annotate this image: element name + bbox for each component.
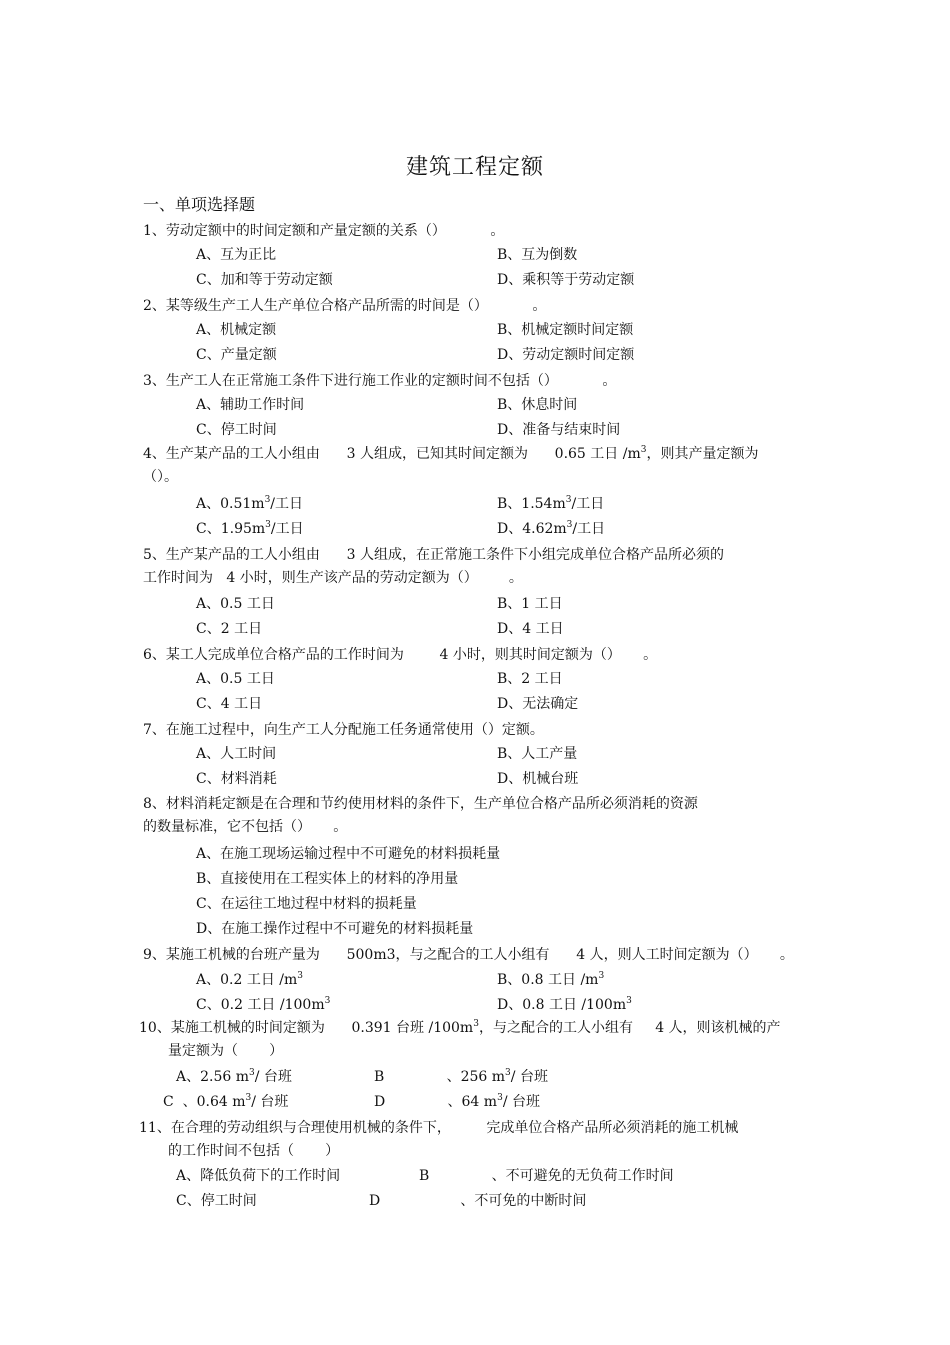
- question-7-option-b: B、人工产量: [497, 746, 578, 762]
- question-10-option-b: B 、256 $m^3/$ 台班: [374, 1068, 548, 1085]
- question-8-line-1: 8、材料消耗定额是在合理和节约使用材料的条件下，生产单位合格产品所必须消耗的资源: [143, 796, 698, 812]
- question-11-option-a: A、降低负荷下的工作时间: [176, 1168, 341, 1184]
- question-10-option-d: D 、64 $m^3/$ 台班: [374, 1093, 540, 1110]
- question-2-line-1: 2、某等级生产工人生产单位合格产品所需的时间是（） 。: [143, 298, 547, 314]
- question-8-line-2: 的数量标准，它不包括（） 。: [143, 819, 348, 835]
- question-5-line-2: 工作时间为 4 小时，则生产该产品的劳动定额为（） 。: [143, 570, 523, 586]
- question-5-option-c: C、2 工日: [196, 621, 263, 637]
- question-9-option-a: A、0.2 工日 $/m^3$: [196, 971, 304, 988]
- question-7-option-c: C、材料消耗: [196, 771, 277, 787]
- question-3-option-d: D、准备与结束时间: [497, 422, 621, 438]
- question-8-option-b: B、直接使用在工程实体上的材料的净用量: [196, 871, 459, 887]
- question-8-option-c: C、在运往工地过程中材料的损耗量: [196, 896, 417, 912]
- question-4-line-1: 4、生产某产品的工人小组由 3 人组成，已知其时间定额为 0.65 工日 $/m^3$，则其产量定额为: [143, 445, 759, 462]
- question-11-option-d: D 、不可免的中断时间: [369, 1193, 587, 1209]
- question-10-line-2: 量定额为（ ）: [168, 1043, 284, 1059]
- question-8-option-a: A、在施工现场运输过程中不可避免的材料损耗量: [196, 846, 501, 862]
- question-11-option-c: C、停工时间: [176, 1193, 257, 1209]
- question-7-option-d: D、机械台班: [497, 771, 579, 787]
- question-3-option-c: C、停工时间: [196, 422, 277, 438]
- question-3-option-b: B、休息时间: [497, 397, 578, 413]
- question-4-option-b: B、$1.54m^3/$工日: [497, 495, 605, 512]
- question-6-option-c: C、4 工日: [196, 696, 263, 712]
- question-9-option-b: B、0.8 工日 $/m^3$: [497, 971, 605, 988]
- question-6-line-1: 6、某工人完成单位合格产品的工作时间为 4 小时，则其时间定额为（） 。: [143, 647, 658, 663]
- question-1-line-1: 1、劳动定额中的时间定额和产量定额的关系（） 。: [143, 223, 505, 239]
- question-3-line-1: 3、生产工人在正常施工条件下进行施工作业的定额时间不包括（） 。: [143, 373, 617, 389]
- question-5-option-b: B、1 工日: [497, 596, 563, 612]
- question-4-line-2: （）。: [143, 469, 178, 485]
- question-10-line-1: 10、某施工机械的时间定额为 0.391 台班 $/100m^3$，与之配合的工人小组有 4 人，则该机械的产: [139, 1019, 781, 1036]
- question-2-option-d: D、劳动定额时间定额: [497, 347, 635, 363]
- question-3-option-a: A、辅助工作时间: [196, 397, 305, 413]
- question-6-option-d: D、无法确定: [497, 696, 579, 712]
- question-9-option-d: D、0.8 工日 $/100m^3$: [497, 996, 632, 1013]
- question-9-option-c: C、0.2 工日 $/100m^3$: [196, 996, 331, 1013]
- question-8-option-d: D、在施工操作过程中不可避免的材料损耗量: [196, 921, 474, 937]
- question-4-option-d: D、$4.62m^3/$工日: [497, 520, 606, 537]
- question-5-option-d: D、4 工日: [497, 621, 564, 637]
- question-6-option-b: B、2 工日: [497, 671, 563, 687]
- question-2-option-c: C、产量定额: [196, 347, 277, 363]
- question-11-option-b: B 、不可避免的无负荷工作时间: [419, 1168, 674, 1184]
- section-heading: 一、单项选择题: [143, 195, 256, 214]
- question-1-option-c: C、加和等于劳动定额: [196, 272, 333, 288]
- question-9-line-1: 9、某施工机械的台班产量为 500m3，与之配合的工人小组有 4 人，则人工时间定额为（） 。: [143, 947, 794, 963]
- question-4-option-a: A、$0.51m^3/$工日: [196, 495, 304, 512]
- question-1-option-a: A、互为正比: [196, 247, 277, 263]
- question-6-option-a: A、0.5 工日: [196, 671, 275, 687]
- question-11-line-1: 11、在合理的劳动组织与合理使用机械的条件下， 完成单位合格产品所必须消耗的施工机械: [139, 1120, 739, 1136]
- question-2-option-b: B、机械定额时间定额: [497, 322, 634, 338]
- document-title: 建筑工程定额: [405, 155, 544, 180]
- question-7-line-1: 7、在施工过程中，向生产工人分配施工任务通常使用（）定额。: [143, 722, 544, 738]
- question-7-option-a: A、人工时间: [196, 746, 277, 762]
- question-1-option-b: B、互为倒数: [497, 247, 578, 263]
- question-5-option-a: A、0.5 工日: [196, 596, 275, 612]
- question-4-option-c: C、$1.95m^3/$工日: [196, 520, 304, 537]
- question-10-option-a: A、2.56 $m^3/$ 台班: [176, 1068, 292, 1085]
- question-2-option-a: A、机械定额: [196, 322, 277, 338]
- question-1-option-d: D、乘积等于劳动定额: [497, 272, 635, 288]
- question-10-option-c: C 、0.64 $m^3/$ 台班: [163, 1093, 289, 1110]
- question-11-line-2: 的工作时间不包括（ ）: [168, 1143, 340, 1159]
- question-5-line-1: 5、生产某产品的工人小组由 3 人组成，在正常施工条件下小组完成单位合格产品所必须的: [143, 547, 724, 563]
